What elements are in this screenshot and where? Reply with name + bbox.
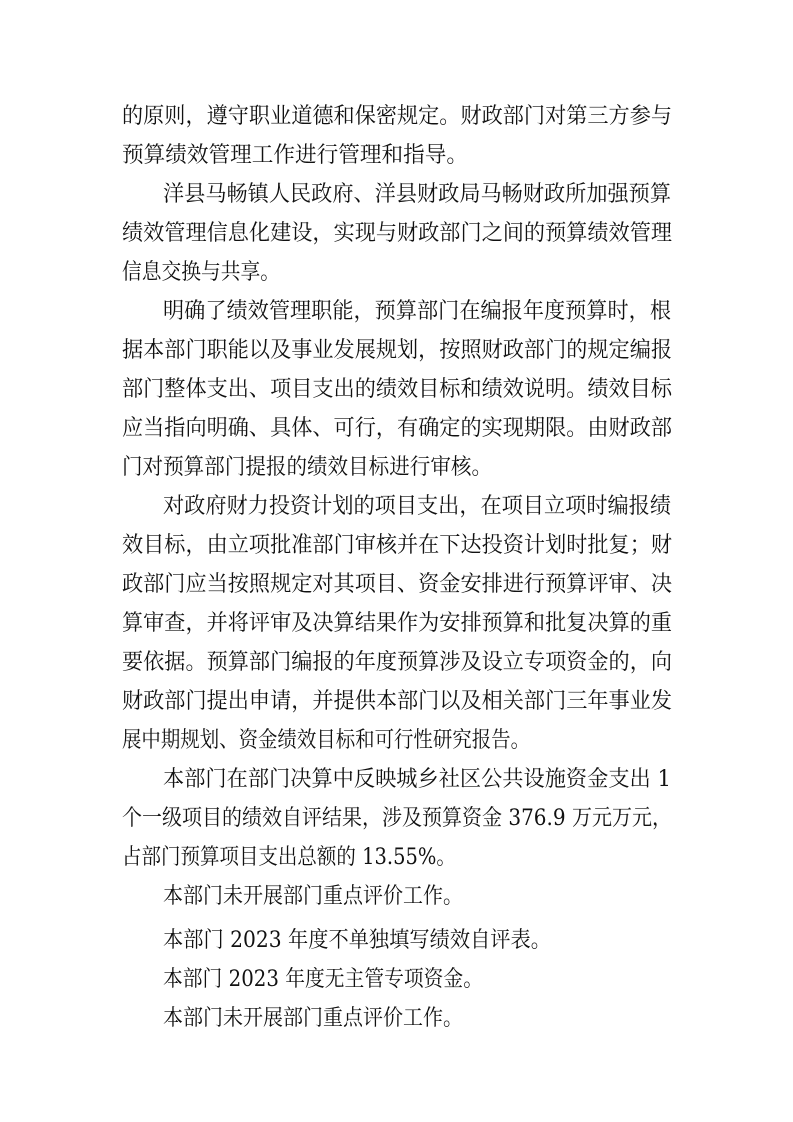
text-line: 效目标，由立项批准部门审核并在下达投资计划时批复；财: [122, 533, 673, 558]
text-line: 洋县马畅镇人民政府、洋县财政局马畅财政所加强预算: [163, 182, 672, 207]
text-line: 预算绩效管理工作进行管理和指导。: [122, 143, 469, 168]
text-line: 应当指向明确、具体、可行，有确定的实现期限。由财政部: [122, 416, 673, 441]
text-line: 部门整体支出、项目支出的绩效目标和绩效说明。绩效目标: [122, 377, 673, 402]
text-line: 本部门 2023 年度无主管专项资金。: [163, 967, 483, 992]
text-line: 财政部门提出申请，并提供本部门以及相关部门三年事业发: [122, 689, 673, 714]
text-line: 信息交换与共享。: [122, 260, 281, 285]
text-line: 要依据。预算部门编报的年度预算涉及设立专项资金的，向: [122, 650, 673, 675]
text-line: 本部门未开展部门重点评价工作。: [163, 1006, 464, 1031]
text-line: 明确了绩效管理职能，预算部门在编报年度预算时，根: [163, 299, 672, 324]
text-line: 据本部门职能以及事业发展规划，按照财政部门的规定编报: [122, 338, 673, 363]
text-line: 占部门预算项目支出总额的 13.55%。: [122, 845, 456, 870]
text-line: 算审查，并将评审及决算结果作为安排预算和批复决算的重: [122, 611, 673, 636]
text-line: 的原则，遵守职业道德和保密规定。财政部门对第三方参与: [122, 104, 673, 129]
text-line: 对政府财力投资计划的项目支出，在项目立项时编报绩: [163, 494, 672, 519]
text-line: 本部门在部门决算中反映城乡社区公共设施资金支出 1: [163, 767, 671, 792]
text-line: 政部门应当按照规定对其项目、资金安排进行预算评审、决: [122, 572, 673, 597]
text-line: 门对预算部门提报的绩效目标进行审核。: [122, 455, 493, 480]
text-line: 展中期规划、资金绩效目标和可行性研究报告。: [122, 728, 531, 753]
text-line: 绩效管理信息化建设，实现与财政部门之间的预算绩效管理: [122, 221, 673, 246]
text-line: 个一级项目的绩效自评结果，涉及预算资金 376.9 万元万元，: [122, 806, 672, 831]
text-line: 本部门未开展部门重点评价工作。: [163, 884, 464, 909]
text-line: 本部门 2023 年度不单独填写绩效自评表。: [163, 928, 551, 953]
